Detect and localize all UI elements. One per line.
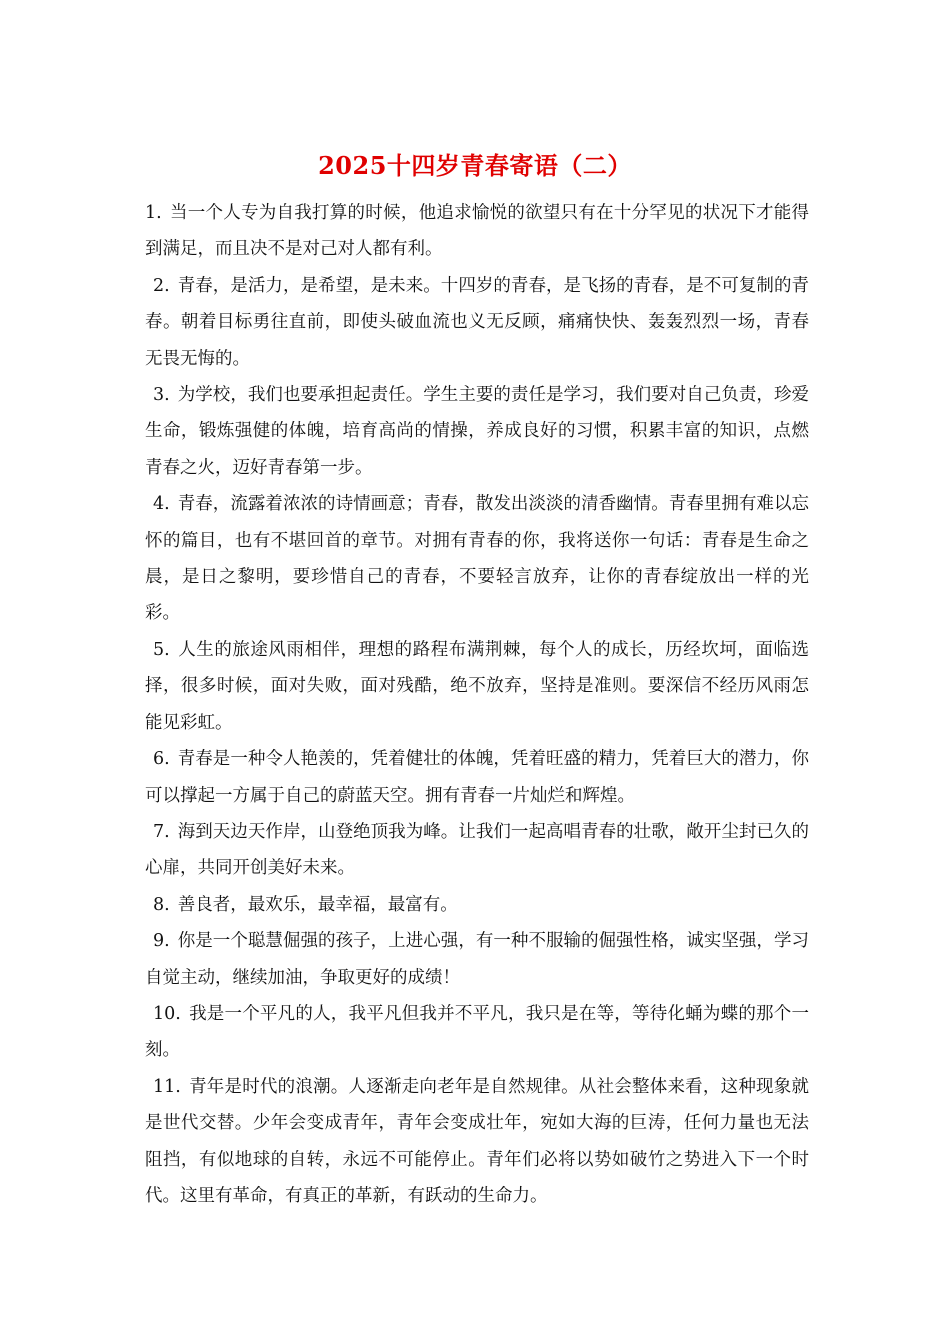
item-number: 4.	[153, 494, 170, 515]
document-title: 2025十四岁青春寄语（二）	[318, 151, 632, 180]
item-text: 善良者，最欢乐，最幸福，最富有。	[177, 894, 458, 915]
item-text: 青年是时代的浪潮。人逐渐走向老年是自然规律。从社会整体来看，这种现象就是世代交替。少年会变成青年，青年会变成壮年，宛如大海的巨涛，任何力量也无法阻挡，有似地球的自转，永远不可能停止。青年们必将以势如破竹之势进入下一个时代。这里有革命，有真正的革新，有跃动的生命力。	[145, 1076, 809, 1206]
item-text: 青春，是活力，是希望，是未来。十四岁的青春，是飞扬的青春，是不可复制的青春。朝着目标勇往直前，即使头破血流也义无反顾，痛痛快快、轰轰烈烈一场，青春 无畏无悔的。	[145, 275, 809, 369]
list-item	[145, 814, 809, 887]
item-text: 你是一个聪慧倔强的孩子，上进心强，有一种不服输的倔强性格，诚实坚强，学习自觉主动，继续加油，争取更好的成绩！	[145, 931, 809, 988]
item-number: 2.	[153, 275, 170, 296]
item-number: 3.	[153, 385, 170, 406]
item-number: 11.	[153, 1076, 181, 1097]
list-item	[145, 195, 809, 268]
item-number: 9.	[153, 931, 170, 952]
document-body	[145, 195, 809, 1214]
list-item	[145, 632, 809, 741]
list-item	[145, 887, 809, 923]
item-number: 1.	[145, 203, 162, 223]
item-number: 8.	[153, 894, 170, 915]
item-text: 当一个人专为自我打算的时候，他追求愉悦的欲望只有在十分罕见的状况下才能得到满足，而且决不是对己对人都有利。	[145, 203, 809, 260]
list-item	[145, 377, 809, 486]
list-item	[145, 923, 809, 996]
list-item	[145, 268, 809, 377]
item-text: 青春，流露着浓浓的诗情画意；青春，散发出淡淡的清香幽情。青春里拥有难以忘怀的篇目，也有不堪回首的章节。对拥有青春的你，我将送你一句话：青春是生命之晨，是日之黎明，要珍惜自己的青春，不要轻言放弃，让你的青春绽放出一样的光彩。	[145, 494, 809, 624]
item-number: 5.	[153, 639, 170, 660]
item-number: 10.	[153, 1003, 181, 1024]
item-number: 6.	[153, 749, 170, 770]
item-text: 青春是一种令人艳羡的，凭着健壮的体魄，凭着旺盛的精力，凭着巨大的潜力，你可以撑起一方属于自己的蔚蓝天空。拥有青春一片灿烂和辉煌。	[145, 749, 809, 806]
list-item	[145, 1069, 809, 1215]
item-text: 人生的旅途风雨相伴，理想的路程布满荆棘，每个人的成长，历经坎坷，面临选择，很多时候，面对失败，面对残酷，绝不放弃，坚持是准则。要深信不经历风雨怎能见彩虹。	[145, 639, 809, 733]
item-text: 海到天边天作岸，山登绝顶我为峰。让我们一起高唱青春的壮歌，敞开尘封已久的心扉，共同开创美好未来。	[145, 821, 809, 879]
list-item	[145, 741, 809, 814]
item-number: 7.	[153, 821, 170, 842]
list-item	[145, 486, 809, 632]
item-text: 我是一个平凡的人，我平凡但我并不平凡，我只是在等，等待化蛹为蝶的那个一刻。	[145, 1003, 809, 1061]
list-item	[145, 996, 809, 1069]
item-text: 为学校，我们也要承担起责任。学生主要的责任是学习，我们要对自己负责，珍爱生命，锻炼强健的体魄，培育高尚的情操，养成良好的习惯，积累丰富的知识，点燃青春之火，迈好青春第一步。	[145, 385, 809, 478]
